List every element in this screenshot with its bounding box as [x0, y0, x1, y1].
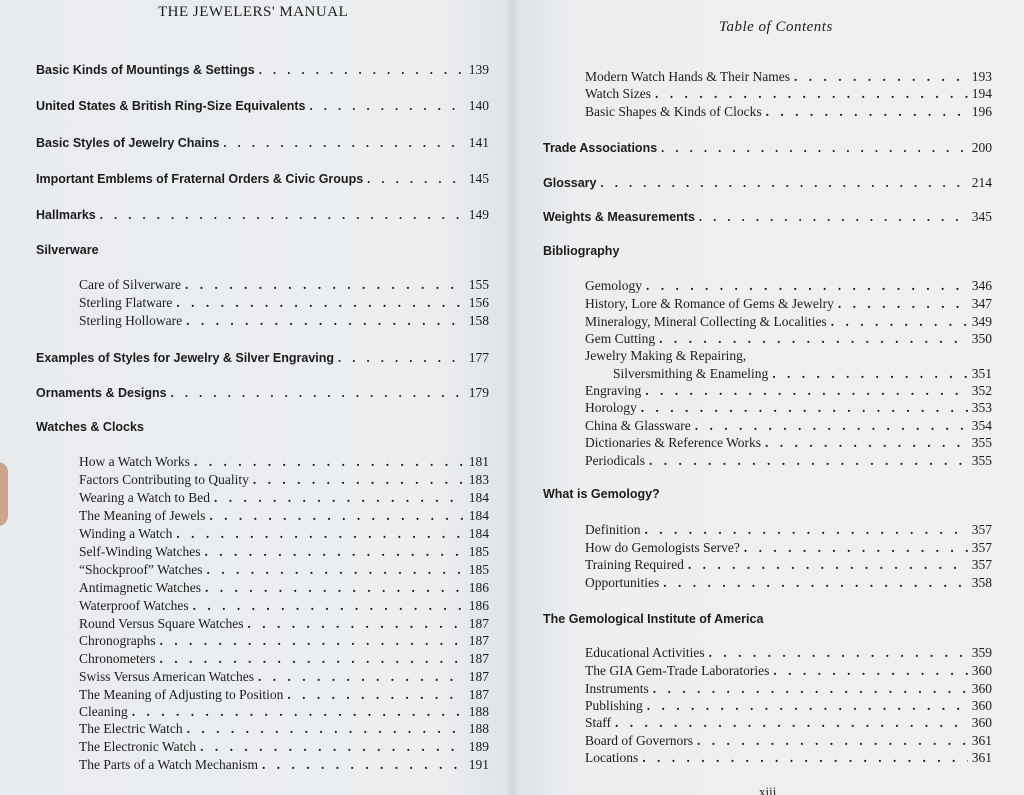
toc-entry — [79, 508, 489, 524]
toc-entry-page: 184 — [468, 508, 489, 523]
toc-entry — [585, 296, 992, 312]
toc-entry — [585, 331, 992, 347]
toc-entry-page: 145 — [468, 171, 489, 186]
toc-entry — [79, 757, 489, 773]
toc-entry-page: 360 — [971, 698, 992, 713]
toc-entry-title: Gem Cutting — [585, 331, 656, 346]
toc-entry-title: Examples of Styles for Jewelry & Silver Engraving — [36, 351, 335, 365]
dot-leader — [766, 104, 968, 120]
book-gutter — [506, 0, 518, 795]
toc-entry — [79, 313, 489, 329]
page-number: xiii — [759, 784, 777, 795]
dot-leader — [831, 314, 968, 330]
toc-entry-page: 350 — [971, 331, 992, 346]
toc-entry — [36, 62, 489, 78]
toc-entry-page: 189 — [468, 739, 489, 754]
running-head-right: Table of Contents — [719, 19, 833, 35]
toc-entry-title: The Parts of a Watch Mechanism — [79, 757, 258, 772]
dot-leader — [194, 454, 465, 470]
toc-entry-title: Basic Shapes & Kinds of Clocks — [585, 104, 762, 119]
toc-entry-page: 188 — [468, 721, 489, 736]
toc-entry — [585, 522, 992, 538]
right-page — [512, 0, 1024, 795]
toc-entry-page: 354 — [971, 418, 992, 433]
dot-leader — [663, 575, 968, 591]
running-head-left: THE JEWELERS' MANUAL — [158, 4, 349, 20]
toc-entry-page: 141 — [468, 135, 489, 150]
toc-entry-page: 191 — [468, 757, 489, 772]
toc-entry — [79, 295, 489, 311]
dot-leader — [214, 490, 465, 506]
toc-entry-title: United States & British Ring-Size Equivalents — [36, 99, 306, 113]
toc-entry-page: 346 — [971, 278, 992, 293]
dot-leader — [649, 453, 968, 469]
toc-entry — [585, 645, 992, 661]
dot-leader — [160, 633, 465, 649]
dot-leader — [258, 669, 465, 685]
toc-section-heading: What is Gemology? — [543, 487, 660, 501]
toc-entry-title: Chronographs — [79, 633, 156, 648]
toc-entry — [36, 350, 489, 366]
dot-leader — [160, 651, 465, 667]
toc-entry — [585, 750, 992, 766]
toc-entry-page: 177 — [468, 350, 489, 365]
toc-entry — [36, 207, 489, 223]
toc-entry-title: Ornaments & Designs — [36, 386, 167, 400]
toc-entry-title: Important Emblems of Fraternal Orders & Civic Groups — [36, 172, 364, 186]
toc-entry-page: 347 — [971, 296, 992, 311]
toc-entry — [79, 651, 489, 667]
toc-entry-title: Cleaning — [79, 704, 128, 719]
toc-entry-page: 360 — [971, 681, 992, 696]
toc-entry-page: 361 — [971, 733, 992, 748]
toc-entry — [79, 580, 489, 596]
dot-leader — [646, 278, 968, 294]
toc-entry-page: 188 — [468, 704, 489, 719]
toc-entry-title: Basic Styles of Jewelry Chains — [36, 136, 220, 150]
toc-entry-page: 357 — [971, 557, 992, 572]
toc-entry-page: 352 — [971, 383, 992, 398]
toc-entry-page: 359 — [971, 645, 992, 660]
toc-entry-page: 353 — [971, 400, 992, 415]
toc-entry-title: Antimagnetic Watches — [79, 580, 202, 595]
toc-entry-page: 155 — [468, 277, 489, 292]
dot-leader — [697, 733, 968, 749]
toc-entry — [585, 314, 992, 330]
dot-leader — [794, 69, 968, 85]
toc-entry-title: Care of Silverware — [79, 277, 181, 292]
dot-leader — [248, 616, 465, 632]
toc-entry — [543, 175, 992, 191]
toc-entry-title: The Electronic Watch — [79, 739, 197, 754]
dot-leader — [176, 526, 464, 542]
toc-entry-page: 185 — [468, 544, 489, 559]
toc-entry — [585, 698, 992, 714]
toc-entry-title: Wearing a Watch to Bed — [79, 490, 211, 505]
toc-entry-page: 179 — [468, 385, 489, 400]
dot-leader — [645, 383, 968, 399]
toc-entry — [79, 633, 489, 649]
toc-entry-page: 214 — [971, 175, 992, 190]
toc-entry — [585, 104, 992, 120]
toc-entry — [79, 704, 489, 720]
toc-entry-title: The Meaning of Adjusting to Position — [79, 687, 284, 702]
toc-entry-page: 184 — [468, 526, 489, 541]
dot-leader — [204, 544, 464, 560]
toc-entry-page: 187 — [468, 687, 489, 702]
toc-entry-title: The Electric Watch — [79, 721, 183, 736]
toc-entry — [79, 562, 489, 578]
dot-leader — [187, 721, 465, 737]
toc-entry-page: 349 — [971, 314, 992, 329]
dot-leader — [338, 351, 465, 366]
toc-entry-title: Silversmithing & Enameling — [613, 366, 769, 381]
toc-entry-page: 345 — [971, 209, 992, 224]
thumb — [0, 462, 8, 526]
toc-entry — [585, 733, 992, 749]
toc-entry-title: China & Glassware — [585, 418, 691, 433]
toc-entry — [585, 681, 992, 697]
toc-entry — [543, 140, 992, 156]
toc-entry-page: 156 — [468, 295, 489, 310]
toc-entry-title: Factors Contributing to Quality — [79, 472, 249, 487]
toc-entry-title: How a Watch Works — [79, 454, 190, 469]
toc-entry-title: Winding a Watch — [79, 526, 173, 541]
toc-entry-page: 360 — [971, 715, 992, 730]
toc-entry — [585, 435, 992, 451]
dot-leader — [186, 313, 465, 329]
toc-section-heading: Bibliography — [543, 244, 620, 258]
toc-entry-title: The Meaning of Jewels — [79, 508, 206, 523]
toc-entry-page: 185 — [468, 562, 489, 577]
dot-leader — [709, 645, 968, 661]
dot-leader — [171, 386, 465, 401]
toc-entry — [585, 540, 992, 556]
toc-entry-title: Round Versus Square Watches — [79, 616, 244, 631]
dot-leader — [601, 176, 968, 191]
toc-entry — [79, 739, 489, 755]
dot-leader — [642, 750, 968, 766]
dot-leader — [200, 739, 465, 755]
toc-entry-title: Hallmarks — [36, 208, 96, 222]
dot-leader — [688, 557, 968, 573]
dot-leader — [615, 715, 968, 731]
dot-leader — [655, 86, 968, 102]
toc-entry — [585, 715, 992, 731]
toc-entry-title: Instruments — [585, 681, 649, 696]
toc-section-heading: The Gemological Institute of America — [543, 612, 764, 626]
toc-entry-page: 184 — [468, 490, 489, 505]
toc-entry-title: Waterproof Watches — [79, 598, 189, 613]
toc-entry-title: Training Required — [585, 557, 684, 572]
toc-entry — [36, 171, 489, 187]
toc-entry-title: Opportunities — [585, 575, 660, 590]
toc-entry-page: 357 — [971, 522, 992, 537]
toc-entry — [585, 278, 992, 294]
toc-entry-title: Horology — [585, 400, 637, 415]
toc-entry — [585, 575, 992, 591]
dot-leader — [661, 141, 968, 156]
toc-entry-title: History, Lore & Romance of Gems & Jewelry — [585, 296, 834, 311]
toc-entry-title: Trade Associations — [543, 141, 658, 155]
toc-entry-page: 358 — [971, 575, 992, 590]
toc-entry-page: 357 — [971, 540, 992, 555]
toc-entry-page: 140 — [468, 98, 489, 113]
toc-entry — [585, 400, 992, 416]
toc-entry — [36, 135, 489, 151]
dot-leader — [645, 522, 968, 538]
toc-entry-page: 187 — [468, 633, 489, 648]
dot-leader — [310, 99, 465, 114]
dot-leader — [659, 331, 968, 347]
toc-entry — [79, 598, 489, 614]
toc-entry — [79, 721, 489, 737]
dot-leader — [193, 598, 465, 614]
toc-entry-page: 187 — [468, 616, 489, 631]
toc-entry-page: 351 — [971, 366, 992, 381]
toc-entry — [585, 383, 992, 399]
toc-entry-page: 149 — [468, 207, 489, 222]
toc-section-heading: Watches & Clocks — [36, 420, 144, 434]
toc-entry-title: Swiss Versus American Watches — [79, 669, 255, 684]
toc-entry — [79, 526, 489, 542]
toc-entry — [36, 98, 489, 114]
toc-entry-title: Weights & Measurements — [543, 210, 695, 224]
toc-entry — [79, 616, 489, 632]
toc-entry-title: Glossary — [543, 176, 597, 190]
dot-leader — [100, 208, 465, 223]
toc-entry — [585, 418, 992, 434]
toc-entry-title: Definition — [585, 522, 641, 537]
dot-leader — [695, 418, 968, 434]
toc-entry-title: Staff — [585, 715, 611, 730]
toc-entry — [585, 663, 992, 679]
toc-entry-page: 158 — [468, 313, 489, 328]
toc-entry-page: 196 — [971, 104, 992, 119]
toc-entry-title: “Shockproof” Watches — [79, 562, 203, 577]
toc-entry-title: Engraving — [585, 383, 642, 398]
toc-entry — [79, 490, 489, 506]
dot-leader — [262, 757, 465, 773]
toc-entry-title: Self-Winding Watches — [79, 544, 201, 559]
toc-entry-page: 355 — [971, 453, 992, 468]
toc-entry-page: 355 — [971, 435, 992, 450]
dot-leader — [653, 681, 968, 697]
dot-leader — [209, 508, 464, 524]
toc-entry — [585, 557, 992, 573]
toc-entry — [36, 385, 489, 401]
toc-entry-title: Basic Kinds of Mountings & Settings — [36, 63, 255, 77]
dot-leader — [773, 663, 967, 679]
dot-leader — [641, 400, 968, 416]
toc-entry-title: Board of Governors — [585, 733, 693, 748]
toc-entry — [79, 544, 489, 560]
toc-entry-title: Periodicals — [585, 453, 645, 468]
toc-entry-title: Locations — [585, 750, 639, 765]
dot-leader — [838, 296, 968, 312]
dot-leader — [207, 562, 465, 578]
dot-leader — [259, 63, 465, 78]
dot-leader — [253, 472, 465, 488]
toc-entry-title: Sterling Holloware — [79, 313, 183, 328]
dot-leader — [647, 698, 968, 714]
toc-entry — [79, 472, 489, 488]
toc-entry-page: 186 — [468, 598, 489, 613]
toc-entry-title: Sterling Flatware — [79, 295, 173, 310]
toc-entry-page: 183 — [468, 472, 489, 487]
dot-leader — [223, 136, 464, 151]
toc-entry-page: 193 — [971, 69, 992, 84]
toc-entry-title: Gemology — [585, 278, 642, 293]
toc-entry-page: 360 — [971, 663, 992, 678]
toc-entry-title: Publishing — [585, 698, 643, 713]
toc-entry-page: 200 — [971, 140, 992, 155]
toc-entry — [79, 277, 489, 293]
toc-entry — [613, 366, 992, 382]
dot-leader — [132, 704, 465, 720]
toc-section-heading: Silverware — [36, 243, 99, 257]
toc-entry — [585, 86, 992, 102]
toc-entry — [543, 209, 992, 225]
toc-entry-page: 139 — [468, 62, 489, 77]
dot-leader — [744, 540, 968, 556]
toc-entry-title: The GIA Gem-Trade Laboratories — [585, 663, 770, 678]
toc-entry-page: 181 — [468, 454, 489, 469]
toc-entry — [585, 69, 992, 85]
toc-entry — [79, 687, 489, 703]
toc-entry-title: Modern Watch Hands & Their Names — [585, 69, 790, 84]
toc-entry-title: Educational Activities — [585, 645, 705, 660]
toc-entry-title: How do Gemologists Serve? — [585, 540, 740, 555]
dot-leader — [765, 435, 968, 451]
toc-entry — [79, 669, 489, 685]
toc-entry-title: Mineralogy, Mineral Collecting & Localities — [585, 314, 827, 329]
dot-leader — [185, 277, 465, 293]
toc-entry-title: Chronometers — [79, 651, 156, 666]
toc-entry-page: 187 — [468, 651, 489, 666]
toc-entry-title: Watch Sizes — [585, 86, 652, 101]
dot-leader — [772, 366, 968, 382]
dot-leader — [176, 295, 464, 311]
dot-leader — [699, 210, 968, 225]
toc-entry-page: 194 — [971, 86, 992, 101]
toc-entry — [585, 453, 992, 469]
toc-entry-title-line: Jewelry Making & Repairing, — [585, 348, 747, 363]
toc-entry-page: 186 — [468, 580, 489, 595]
dot-leader — [367, 172, 465, 187]
toc-entry-title: Dictionaries & Reference Works — [585, 435, 761, 450]
dot-leader — [205, 580, 465, 596]
dot-leader — [287, 687, 464, 703]
toc-entry-page: 361 — [971, 750, 992, 765]
toc-entry — [79, 454, 489, 470]
toc-entry-page: 187 — [468, 669, 489, 684]
